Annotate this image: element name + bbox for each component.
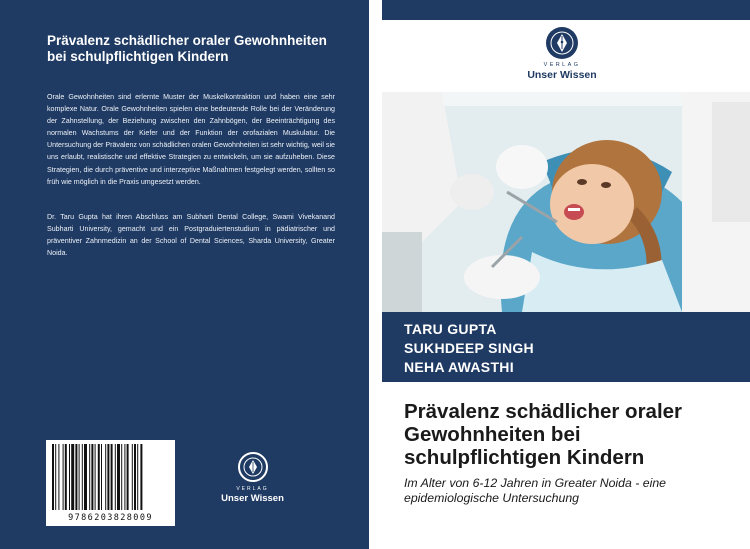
- barcode: [46, 440, 175, 526]
- publisher-verlag: VERLAG: [543, 62, 581, 68]
- publisher-name: Unser Wissen: [221, 493, 284, 504]
- back-cover: [0, 0, 369, 549]
- publisher-name: Unser Wissen: [527, 69, 597, 81]
- book-title: Prävalenz schädlicher oraler Gewohnheiten bei schulpflichtigen Kindern: [404, 400, 683, 469]
- spine: [369, 0, 382, 549]
- publisher-verlag: VERLAG: [236, 486, 269, 492]
- top-bar: [382, 0, 750, 20]
- author-name: SUKHDEEP SINGH: [404, 340, 534, 356]
- cover-photo: [382, 92, 750, 312]
- book-subtitle: Im Alter von 6-12 Jahren in Greater Noida - eine epidemiologische Untersuchung: [404, 476, 667, 505]
- pen-nib-icon: [238, 452, 268, 482]
- back-publisher-logo: [205, 452, 300, 504]
- barcode-number: 9786203828009: [68, 513, 153, 523]
- barcode-bars: [50, 444, 171, 512]
- front-cover: [382, 0, 750, 549]
- front-publisher-logo: [512, 27, 612, 81]
- authors-band: [382, 312, 750, 382]
- back-description: Orale Gewohnheiten sind erlernte Muster der Muskelkontraktion und haben eine sehr komplexe Natur. Orale Gewohnheiten spielen eine bedeutende Rolle bei der Veränderung der Zahnstellung, der Beziehung zwischen den Zahnbögen, der Beeinträchtigung des normalen Wachstums der Kiefer und der Funktion der orofazialen Muskulatur. Die Untersuchung der Prävalenz von schädlichen oralen Gewohnheiten ist sehr wichtig, weil sie uns erlaubt, realistische und effektive Strategien zu entwickeln, um sie aufzuheben. Diese Strategien, die durch präventive und interzeptive Maßnahmen festgelegt werden, sollten so früh wie möglich in die Praxis umgesetzt werden.: [47, 93, 335, 186]
- author-name: NEHA AWASTHI: [404, 359, 514, 375]
- author-name: TARU GUPTA: [404, 321, 497, 337]
- pen-nib-icon: [546, 27, 578, 59]
- back-title: Prävalenz schädlicher oraler Gewohnheiten bei schulpflichtigen Kindern: [47, 33, 327, 64]
- author-bio: Dr. Taru Gupta hat ihren Abschluss am Subharti Dental College, Swami Vivekanand Subharti University, gemacht und ein Postgraduiertenstudium in pädiatrischer und präventiver Zahnmedizin an der School of Dental Sciences, Sharda University, Greater Noida.: [47, 213, 335, 258]
